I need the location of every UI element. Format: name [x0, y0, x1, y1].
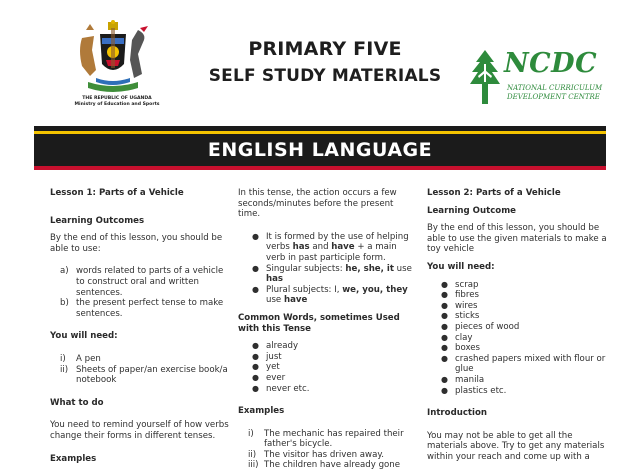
common-words-heading: Common Words, sometimes Used with this Tense	[238, 312, 400, 334]
list-item: b) the present perfect tense to make sentences.	[60, 298, 224, 319]
introduction-heading: Introduction	[427, 408, 488, 419]
title-line-1: PRIMARY FIVE	[248, 38, 402, 60]
learning-outcome-heading: Learning Outcome	[427, 205, 516, 216]
lesson-2-title: Lesson 2: Parts of a Vehicle	[427, 188, 561, 198]
learning-outcome-text: By the end of this lesson, you should be able to use the given materials to make a toy vehicle	[427, 223, 607, 255]
coat-caption-line-2: Ministry of Education and Sports	[74, 101, 160, 107]
lesson-1-title: Lesson 1: Parts of a Vehicle	[50, 188, 184, 198]
title-line-2: SELF STUDY MATERIALS	[208, 66, 442, 86]
list-item: ● Singular subjects: he, she, it use has	[252, 263, 412, 285]
ncdc-subtitle-line-1: NATIONAL CURRICULUM	[507, 84, 603, 92]
column-right	[427, 188, 613, 462]
subject-title: ENGLISH LANGUAGE	[207, 139, 433, 161]
needs-list	[60, 354, 234, 386]
outcomes-list	[60, 266, 234, 319]
list-item: ● yet	[252, 362, 280, 373]
coat-caption-line-1: THE REPUBLIC OF UGANDA	[82, 96, 152, 101]
list-item: ● wires	[441, 300, 478, 311]
tense-rules-list	[252, 232, 418, 306]
you-will-need-heading: You will need:	[50, 331, 118, 342]
what-to-do-text: You need to remind yourself of how verbs change their forms in different tenses.	[50, 420, 229, 441]
list-item: iii) The children have already gone	[248, 460, 401, 471]
list-item: i) The mechanic has repaired their father's bicycle.	[248, 428, 404, 450]
ncdc-subtitle	[507, 84, 602, 101]
list-item: ● sticks	[441, 311, 480, 322]
list-item: ● ever	[252, 372, 286, 383]
header	[0, 0, 640, 120]
list-item: ● already	[252, 341, 299, 352]
list-item: ii) The visitor has driven away.	[248, 449, 384, 460]
tense-intro: In this tense, the action occurs a few seconds/minutes before the present time.	[238, 188, 397, 220]
common-words-list	[252, 341, 418, 394]
column-middle	[238, 188, 418, 471]
list-item: i) A pen	[60, 353, 101, 364]
list-item: ● fibres	[441, 290, 479, 301]
ncdc-wordmark: NCDC	[504, 48, 598, 79]
outcomes-intro: By the end of this lesson, you should be able to use:	[50, 233, 223, 254]
ncdc-subtitle-line-2: DEVELOPMENT CENTRE	[507, 92, 600, 101]
list-item: a) words related to parts of a vehicle to construct oral and written sentences.	[60, 266, 224, 298]
list-item: ● clay	[441, 332, 473, 343]
list-item: ● just	[252, 351, 282, 362]
ncdc-tree-icon	[468, 48, 502, 106]
examples-list	[248, 429, 418, 471]
examples-heading: Examples	[238, 406, 285, 417]
list-item: ● plastics etc.	[441, 385, 507, 396]
subject-banner	[34, 134, 606, 166]
uganda-coat-of-arms-icon	[68, 20, 158, 100]
list-item: ● boxes	[441, 343, 481, 354]
list-item: ● It is formed by the use of helping verbs has and have + a main verb in past participle form.	[252, 231, 409, 263]
coat-caption	[52, 96, 182, 107]
you-will-need-heading: You will need:	[427, 261, 495, 272]
list-item: ii) Sheets of paper/an exercise book/a notebook	[60, 364, 228, 386]
list-item: ● pieces of wood	[441, 321, 520, 332]
document-title	[180, 38, 470, 86]
materials-list	[441, 280, 613, 397]
list-item: ● crashed papers mixed with flour or glue	[441, 353, 606, 375]
examples-heading: Examples	[50, 453, 97, 464]
list-item: ● manila	[441, 374, 485, 385]
flag-stripe-red	[34, 166, 606, 170]
list-item: ● Plural subjects: I, we, you, they use have	[252, 284, 408, 306]
list-item: ● scrap	[441, 279, 479, 290]
introduction-text: You may not be able to get all the materials above. Try to get any materials within your reach and come up with a	[427, 430, 605, 462]
column-left	[50, 188, 234, 464]
learning-outcomes-heading: Learning Outcomes	[50, 215, 145, 226]
what-to-do-heading: What to do	[50, 397, 104, 408]
list-item: ● never etc.	[252, 383, 310, 394]
